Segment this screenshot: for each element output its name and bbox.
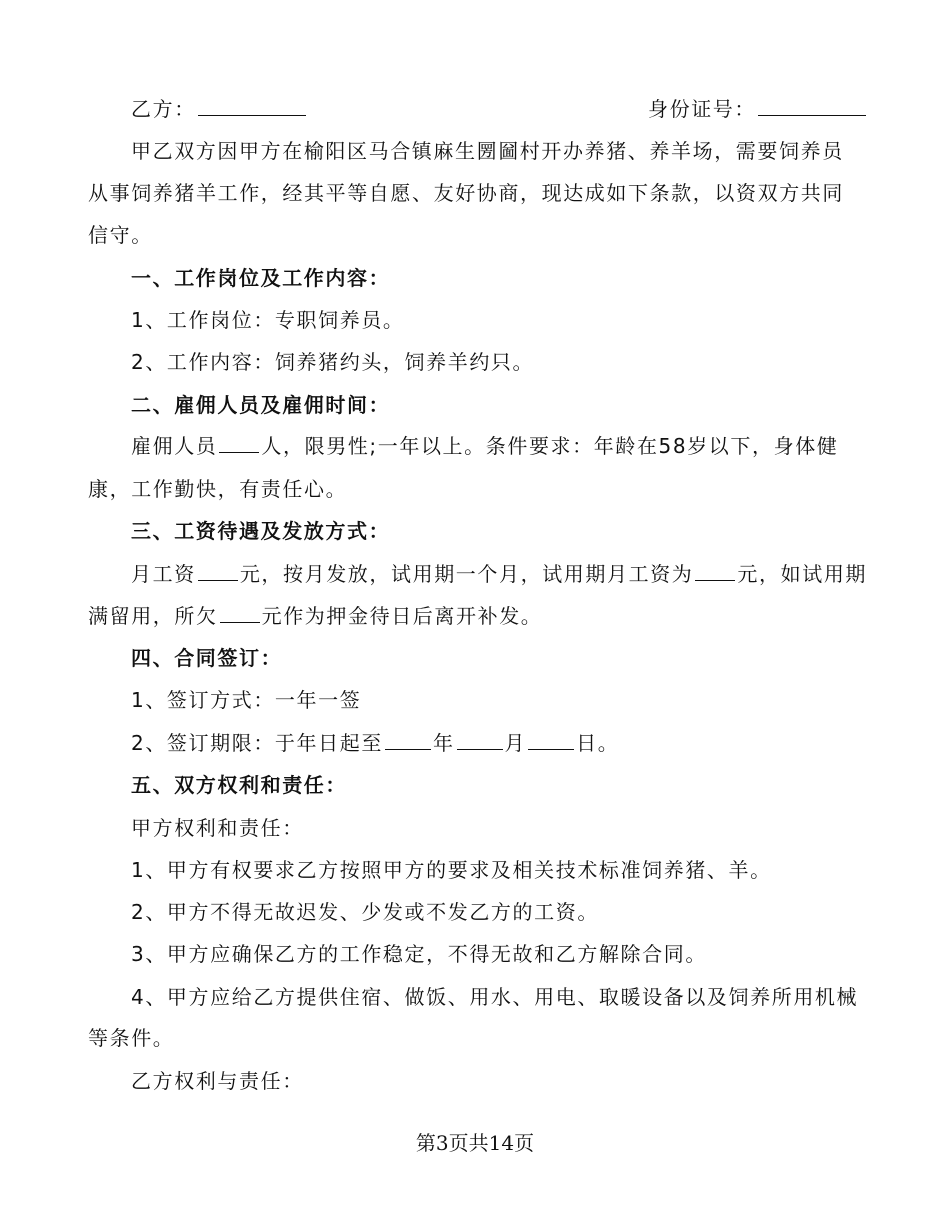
intro-line-3: 信守。 (88, 223, 153, 247)
party-b-blank[interactable] (198, 95, 306, 116)
section-1-item-2: 2、工作内容：饲养猪约头，饲养羊约只。 (131, 350, 535, 374)
section-2-heading: 二、雇佣人员及雇佣时间： (131, 393, 391, 417)
section-3-text-e: 元作为押金待日后离开补发。 (261, 604, 543, 628)
section-1-heading: 一、工作岗位及工作内容： (131, 266, 391, 290)
section-4-item-1: 1、签订方式：一年一签 (131, 688, 362, 712)
party-b-id-row (131, 94, 868, 124)
month-label: 月 (504, 731, 527, 755)
section-1-item-1: 1、工作岗位：专职饲养员。 (131, 308, 405, 332)
party-a-item-4-line-1: 4、甲方应给乙方提供住宿、做饭、用水、用电、取暖设备以及饲养所用机械 (131, 985, 859, 1009)
id-number-blank[interactable] (758, 95, 866, 116)
section-5-heading: 五、双方权利和责任： (131, 773, 347, 797)
section-3-text-c: 元，如试用期 (737, 562, 868, 586)
section-3-text-b: 元，按月发放，试用期一个月，试用期月工资为 (239, 562, 694, 586)
end-day-blank[interactable] (528, 729, 574, 750)
section-3-line-2 (88, 601, 868, 631)
section-4-heading: 四、合同签订： (131, 646, 283, 670)
end-month-blank[interactable] (457, 729, 503, 750)
id-number-label: 身份证号： (648, 97, 756, 121)
staff-count-blank[interactable] (219, 432, 259, 453)
deposit-blank[interactable] (220, 602, 260, 623)
monthly-wage-blank[interactable] (198, 560, 238, 581)
section-2-line-1 (131, 431, 868, 461)
party-a-item-3: 3、甲方应确保乙方的工作稳定，不得无故和乙方解除合同。 (131, 942, 707, 966)
party-b-rights-heading: 乙方权利与责任： (131, 1069, 304, 1093)
party-b-label: 乙方： (131, 97, 196, 121)
party-a-item-4-line-2: 等条件。 (88, 1026, 175, 1050)
section-2-line-2: 康，工作勤快，有责任心。 (88, 477, 348, 501)
day-label: 日。 (576, 731, 620, 755)
party-a-rights-heading: 甲方权利和责任： (131, 816, 304, 840)
section-4-item-2 (131, 728, 868, 758)
trial-wage-blank[interactable] (695, 560, 735, 581)
end-year-blank[interactable] (385, 729, 431, 750)
intro-line-1: 甲乙双方因甲方在榆阳区马合镇麻生圐圙村开办养猪、养羊场，需要饲养员 (131, 139, 844, 163)
year-label: 年 (432, 731, 455, 755)
section-3-heading: 三、工资待遇及发放方式： (131, 519, 391, 543)
section-4-text-a: 2、签订期限：于年日起至 (131, 731, 383, 755)
section-2-text-b: 人，限男性;一年以上。条件要求：年龄在58岁以下，身体健 (261, 434, 839, 458)
section-2-text-a: 雇佣人员 (131, 434, 218, 458)
section-3-text-d: 满留用，所欠 (88, 604, 218, 628)
page-number: 第3页共14页 (415, 1131, 535, 1155)
section-3-line-1 (131, 559, 868, 589)
section-3-text-a: 月工资 (131, 562, 196, 586)
party-a-item-1: 1、甲方有权要求乙方按照甲方的要求及相关技术标准饲养猪、羊。 (131, 858, 772, 882)
party-b-field (131, 94, 308, 124)
intro-line-2: 从事饲养猪羊工作，经其平等自愿、友好协商，现达成如下条款，以资双方共同 (88, 181, 844, 205)
id-number-field (648, 94, 868, 124)
party-a-item-2: 2、甲方不得无故迟发、少发或不发乙方的工资。 (131, 900, 599, 924)
